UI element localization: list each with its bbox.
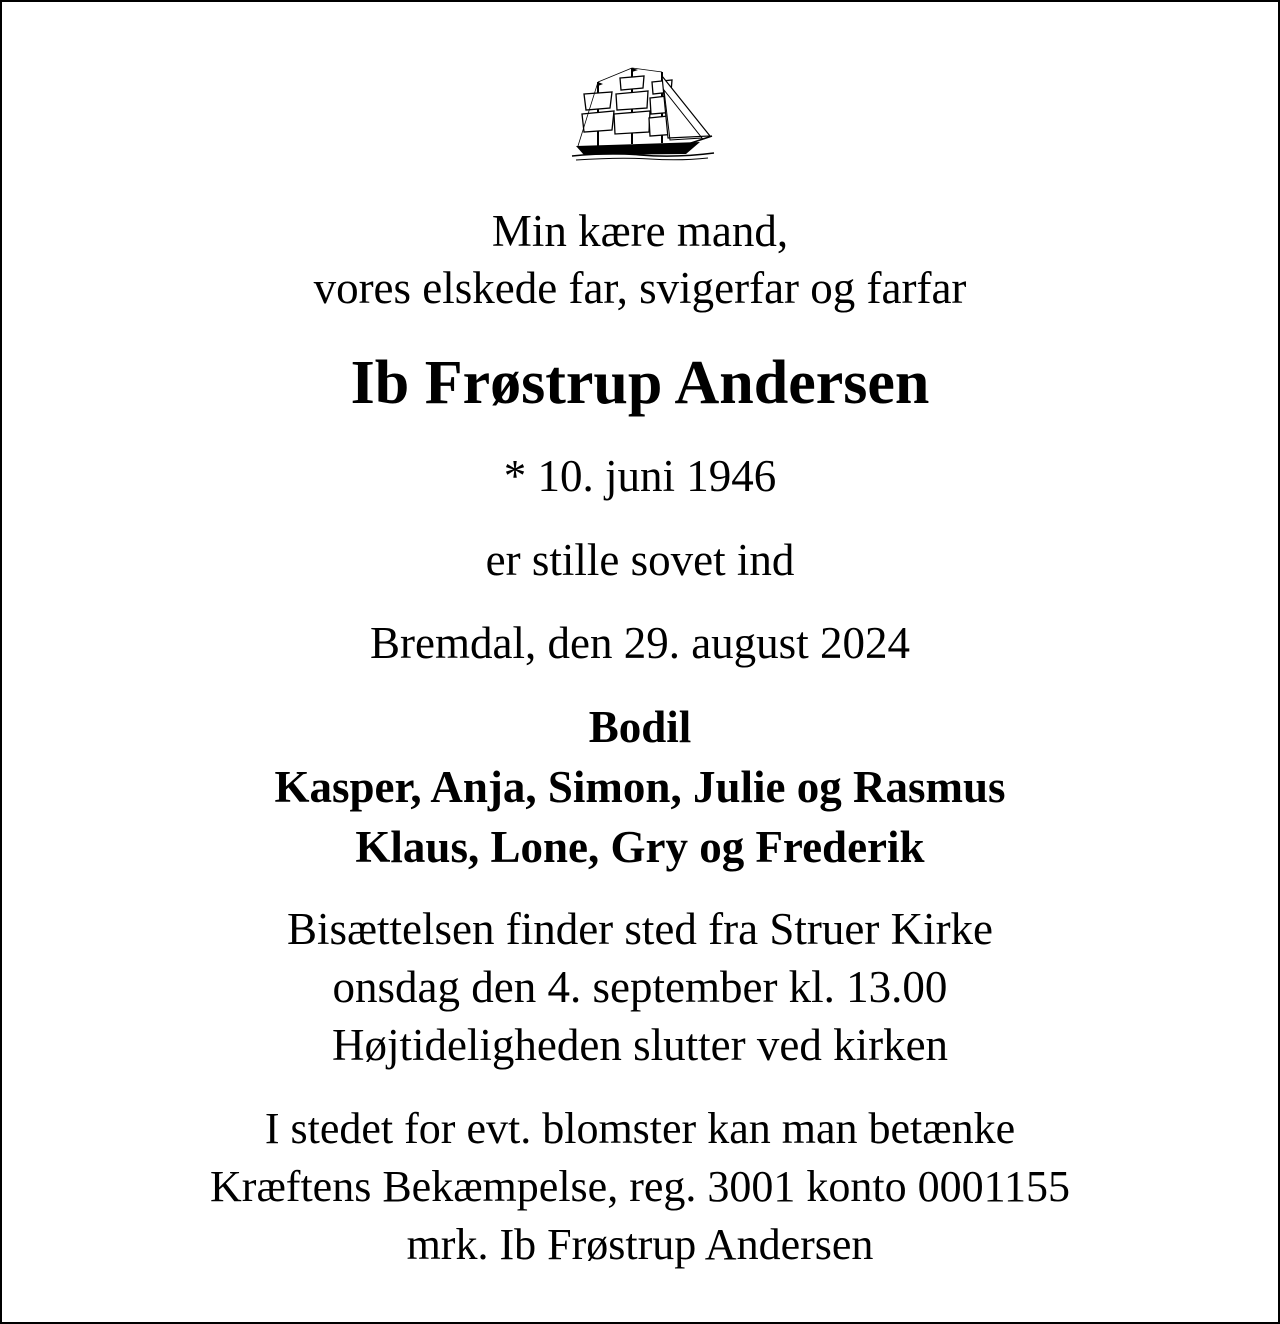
donation-line-3: mrk. Ib Frøstrup Andersen (406, 1220, 874, 1269)
family-line-1: Bodil (588, 702, 692, 752)
funeral-line-2: onsdag den 4. september kl. 13.00 (332, 962, 948, 1012)
sailing-ship-icon (570, 64, 716, 164)
deceased-name: Ib Frøstrup Andersen (350, 349, 930, 417)
place-and-date: Bremdal, den 29. august 2024 (370, 618, 910, 668)
family-line-3: Klaus, Lone, Gry og Frederik (355, 822, 925, 872)
intro-line-2: vores elskede far, svigerfar og farfar (313, 263, 967, 313)
passed-away-text: er stille sovet ind (485, 535, 795, 585)
donation-line-2: Kræftens Bekæmpelse, reg. 3001 konto 0001155 (210, 1162, 1070, 1211)
funeral-line-3: Højtideligheden slutter ved kirken (331, 1020, 949, 1070)
intro-line-1: Min kære mand, (491, 206, 789, 256)
birth-date: * 10. juni 1946 (503, 451, 777, 501)
family-line-2: Kasper, Anja, Simon, Julie og Rasmus (274, 762, 1006, 812)
funeral-line-1: Bisættelsen finder sted fra Struer Kirke (286, 904, 994, 954)
donation-line-1: I stedet for evt. blomster kan man betænke (264, 1104, 1016, 1153)
